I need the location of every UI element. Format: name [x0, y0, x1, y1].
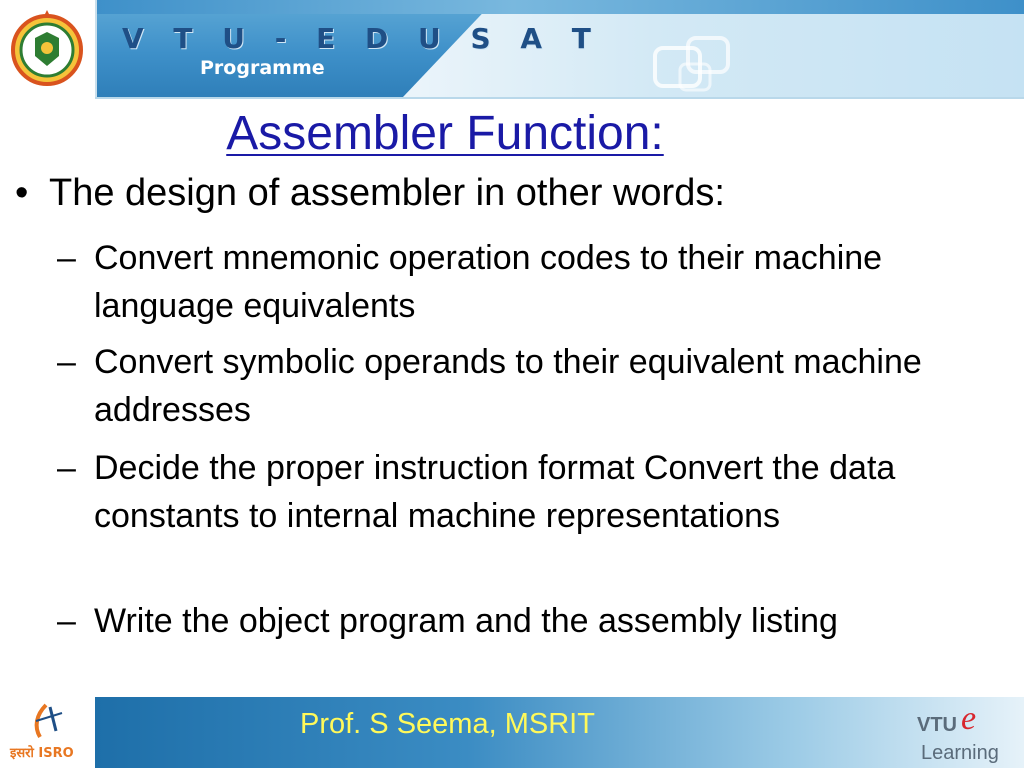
footer-banner — [0, 697, 1024, 768]
vtu-learning-logo-icon — [915, 701, 1020, 765]
dash-mark: – — [57, 449, 76, 487]
bullet-mark: • — [15, 172, 29, 214]
vtu-learning-text-2: Learning — [921, 742, 999, 764]
isro-logo-box — [0, 697, 95, 768]
header-banner — [0, 0, 1024, 97]
sub-item-text: Decide the proper instruction format Convert the data constants to internal machine representations — [94, 449, 896, 535]
main-bullet — [15, 170, 975, 216]
isro-logo-text: इसरो ISRO — [10, 746, 74, 761]
sub-item — [57, 234, 999, 330]
header-title: V T U - E D U S A T — [122, 22, 601, 55]
vtu-learning-letter: e — [961, 701, 977, 737]
sub-item-text: Write the object program and the assembly listing — [94, 602, 838, 640]
dash-mark: – — [57, 239, 76, 277]
sub-item — [57, 444, 999, 540]
sub-item-text: Convert mnemonic operation codes to their machine language equivalents — [94, 239, 883, 325]
dash-mark: – — [57, 343, 76, 381]
vtu-learning-text-1: VTU — [917, 714, 957, 736]
dash-mark: – — [57, 602, 76, 640]
footer-author: Prof. S Seema, MSRIT — [300, 708, 595, 740]
decorative-squares-icon — [640, 30, 780, 100]
sub-item — [57, 597, 999, 645]
vtu-logo-box — [0, 0, 97, 97]
vtu-emblem-icon — [9, 8, 85, 88]
slide-title: Assembler Function: — [226, 107, 664, 160]
header-top-strip — [95, 0, 1024, 14]
isro-logo-icon — [6, 701, 90, 765]
main-bullet-text: The design of assembler in other words: — [49, 172, 725, 214]
sub-item — [57, 338, 999, 434]
sub-item-text: Convert symbolic operands to their equivalent machine addresses — [94, 343, 922, 429]
header-subtitle: Programme — [200, 57, 325, 79]
